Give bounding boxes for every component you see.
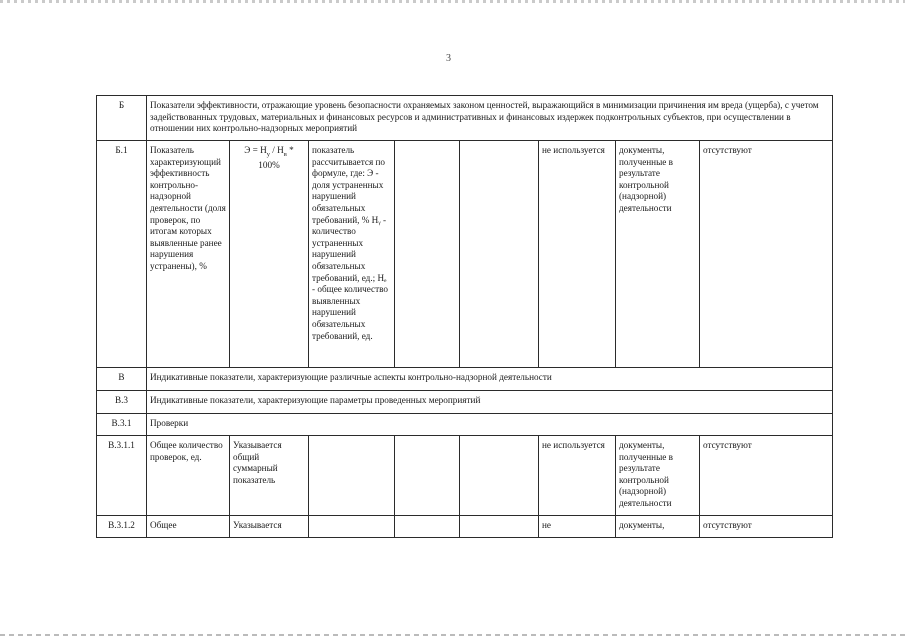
scan-artifact-top [0, 0, 905, 3]
row-code: Б [97, 96, 147, 141]
table-row-b1 [97, 141, 833, 368]
indicator-name: Общее [147, 516, 230, 538]
table-row-b [97, 96, 833, 141]
section-text: Индикативные показатели, характеризующие параметры проведенных мероприятий [147, 391, 833, 414]
page-number: 3 [446, 53, 451, 64]
empty-cell [395, 141, 460, 368]
row-code: В [97, 368, 147, 391]
indicator-source: документы, полученные в результате контрольной (надзорной) деятельности [616, 436, 700, 516]
indicator-usage: не используется [539, 436, 616, 516]
section-text: Показатели эффективности, отражающие уровень безопасности охраняемых законом ценностей, выражающийся в минимизации причинения им вреда (ущерба), с учетом задействованных трудовых, материальных и финансовых ресурсов и административных и финансовых издержек подконтрольных субъектов, при осуществлении в отношении них контрольно-надзорных мероприятий [147, 96, 833, 141]
indicator-note: отсутствуют [700, 436, 833, 516]
indicator-source: документы, [616, 516, 700, 538]
row-code: Б.1 [97, 141, 147, 368]
formula-percent: 100% [258, 160, 280, 171]
empty-cell [460, 141, 539, 368]
formula-part: / Н [269, 145, 284, 155]
indicators-table [96, 95, 833, 538]
table-row-v3 [97, 391, 833, 414]
empty-cell [460, 516, 539, 538]
formula-part: Э = Н [244, 145, 267, 155]
empty-cell [395, 516, 460, 538]
row-code: В.3 [97, 391, 147, 414]
row-code: В.3.1 [97, 414, 147, 436]
scan-artifact-bottom [0, 634, 905, 636]
indicator-name: Общее количество проверок, ед. [147, 436, 230, 516]
empty-cell [460, 436, 539, 516]
section-text: Индикативные показатели, характеризующие различные аспекты контрольно-надзорной деятельности [147, 368, 833, 391]
row-code: В.3.1.2 [97, 516, 147, 538]
indicator-formula [230, 141, 309, 368]
section-text: Проверки [147, 414, 833, 436]
empty-cell [395, 436, 460, 516]
indicator-name: Показатель характеризующий эффективность контрольно-надзорной деятельности (доля проверок, по итогам которых выявленные ранее нарушения устранены), % [147, 141, 230, 368]
formula-line [233, 145, 305, 160]
indicator-source: документы, полученные в результате контрольной (надзорной) деятельности [616, 141, 700, 368]
formula-subscript: в [283, 150, 287, 158]
empty-cell [309, 516, 395, 538]
formula-subscript: у [266, 150, 270, 158]
indicator-usage: не [539, 516, 616, 538]
table-row-v31 [97, 414, 833, 436]
row-code: В.3.1.1 [97, 436, 147, 516]
empty-cell [309, 436, 395, 516]
indicator-usage: не используется [539, 141, 616, 368]
indicator-formula: Указывается общий суммарный показатель [230, 436, 309, 516]
table-row-v312 [97, 516, 833, 538]
table-row-v [97, 368, 833, 391]
indicator-formula: Указывается [230, 516, 309, 538]
formula-part: * [286, 145, 294, 155]
indicator-note: отсутствуют [700, 141, 833, 368]
table-row-v311 [97, 436, 833, 516]
indicator-description: показатель рассчитывается по формуле, где: Э - доля устраненных нарушений обязательных требований, % Нᵧ - количество устраненных нарушений обязательных требований, ед.; Нₑ - общее количество выявленных нарушений обязательных требований, ед. [309, 141, 395, 368]
indicator-note: отсутствуют [700, 516, 833, 538]
